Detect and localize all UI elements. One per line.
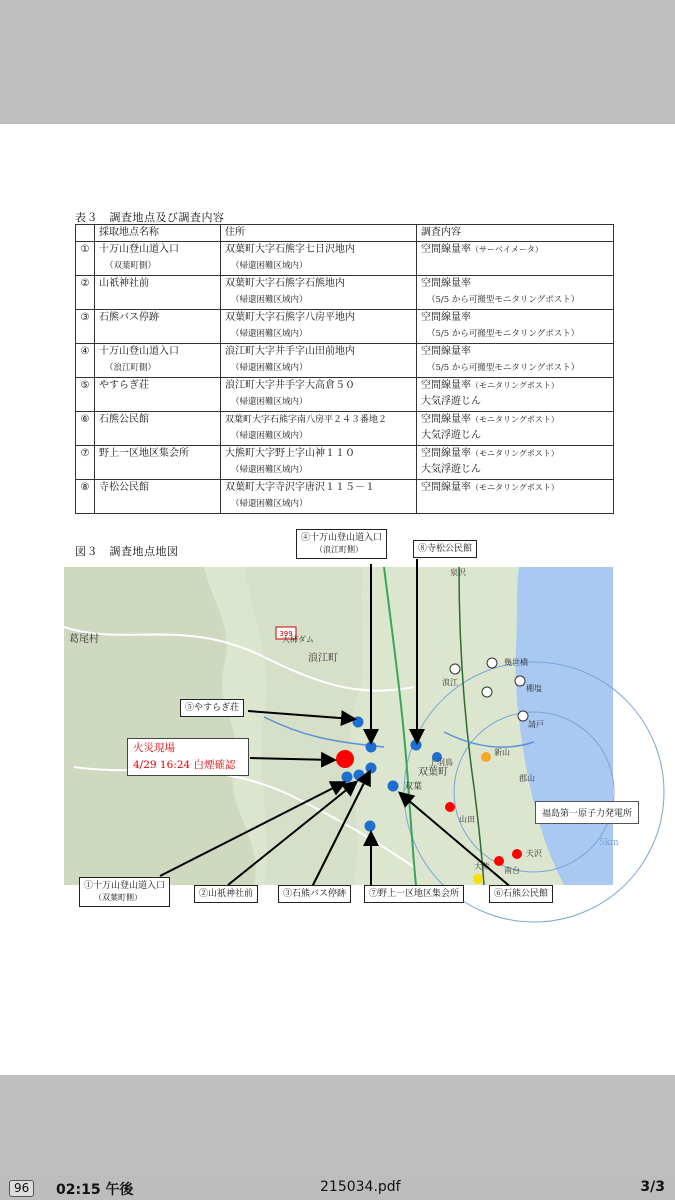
- row-content-sub: 大気浮遊じん: [421, 464, 481, 475]
- map-label-koriyama: 郡山: [519, 774, 535, 783]
- callout-point-5: ⑤やすらぎ荘: [180, 699, 244, 717]
- row-content-text: 空間線量率: [421, 244, 471, 255]
- arrow-point-3: [312, 773, 369, 887]
- map-label-kiyose: 幾世橋: [504, 658, 528, 667]
- map-label-tomizawa: 泉沢: [450, 568, 466, 577]
- row-address-sub: （帰還困難区域内）: [231, 499, 308, 509]
- row-content-text: 空間線量率: [421, 380, 471, 391]
- route-sign-text: 399: [279, 630, 293, 638]
- row-address-sub: （帰還困難区域内）: [231, 465, 308, 475]
- callout-point-6: ⑥石熊公民館: [489, 885, 553, 903]
- row-address-sub: （帰還困難区域内）: [231, 431, 308, 441]
- status-page-indicator: 3/3: [640, 1179, 665, 1195]
- row-address-text: 双葉町大字石熊字七日沢地内: [225, 244, 355, 255]
- row-name: 野上一区地区集会所: [95, 446, 221, 480]
- row-address-sub: （帰還困難区域内）: [231, 261, 308, 271]
- row-content-text: 空間線量率: [421, 278, 471, 289]
- status-filename: 215034.pdf: [320, 1179, 401, 1195]
- row-address-text: 浪江町大字井手字山田前地内: [225, 346, 355, 357]
- arrow-point-6: [401, 794, 513, 889]
- row-content-sub: （5/5 から可搬型モニタリングポスト）: [427, 295, 580, 305]
- status-time: 02:15 午後: [56, 1182, 134, 1198]
- map-label-futaba-station: 双葉: [404, 782, 423, 792]
- row-num: ④: [76, 344, 95, 378]
- row-content-sub: （5/5 から可搬型モニタリングポスト）: [427, 329, 580, 339]
- row-name-text: 十万山登山道入口: [99, 346, 179, 357]
- fire-label-line1: 火災現場: [133, 742, 175, 754]
- callout-point-3: ③石熊バス停跡: [278, 885, 351, 903]
- row-content-note: （サーベイメータ）: [471, 245, 543, 254]
- row-content-text: 空間線量率: [421, 346, 471, 357]
- callout-point-1: [79, 877, 170, 907]
- row-address-text: 双葉町大字石熊字南八房平２４３番地２: [225, 415, 388, 425]
- row-address-sub: （帰還困難区域内）: [231, 363, 308, 373]
- row-num: ③: [76, 310, 95, 344]
- map-label-minamidai: 南台: [504, 866, 520, 875]
- row-content-note: （モニタリングポスト）: [471, 381, 559, 390]
- row-name-sub: （浪江町側）: [105, 363, 157, 373]
- map-label-niiyama: 新山: [494, 748, 510, 757]
- callout-point-4: [296, 529, 387, 559]
- row-address-text: 大熊町大字野上字山神１１０: [225, 448, 355, 459]
- row-name: 寺松公民館: [95, 480, 221, 514]
- row-address-text: 双葉町大字石熊字八房平地内: [225, 312, 355, 323]
- row-num: ⑥: [76, 412, 95, 446]
- row-address-text: 双葉町大字石熊字石熊地内: [225, 278, 345, 289]
- figure-title: 図３ 調査地点地図: [75, 545, 179, 558]
- row-name: やすらぎ荘: [95, 378, 221, 412]
- header-name: 採取地点名称: [95, 225, 221, 242]
- header-address: 住所: [221, 225, 417, 242]
- callout-point-1-line1: ①十万山登山道入口: [84, 881, 166, 891]
- row-num: ①: [76, 242, 95, 276]
- row-address-sub: （帰還困難区域内）: [231, 329, 308, 339]
- row-content-text: 空間線量率: [421, 312, 471, 323]
- row-name: 石熊公民館: [95, 412, 221, 446]
- map-label-ogaki-dam: 大柿ダム: [282, 635, 314, 644]
- map-label-namie-station: 浪江: [442, 678, 458, 687]
- arrow-point-5: [248, 711, 353, 719]
- callout-point-4-line2: （浪江町側）: [315, 545, 363, 554]
- row-address-sub: （帰還困難区域内）: [231, 295, 308, 305]
- map-label-ottozawa: 夫沢: [526, 849, 542, 858]
- row-content-sub: 大気浮遊じん: [421, 430, 481, 441]
- nuclear-plant-label: 福島第一原子力発電所: [535, 801, 639, 824]
- row-num: ②: [76, 276, 95, 310]
- row-content-text: 空間線量率: [421, 414, 471, 425]
- map-label-kiyohashi: 請戸: [528, 720, 544, 729]
- row-address-text: 浪江町大字井手字大高倉５０: [225, 380, 355, 391]
- fire-label-line2: 4/29 16:24 白煙確認: [133, 759, 236, 771]
- fire-site-label: [127, 738, 249, 776]
- map-label-yamada: 山田: [459, 815, 475, 824]
- row-content-sub: （5/5 から可搬型モニタリングポスト）: [427, 363, 580, 373]
- row-content-note: （モニタリングポスト）: [471, 483, 559, 492]
- row-content-sub: 大気浮遊じん: [421, 396, 481, 407]
- page-count-badge: 96: [9, 1180, 34, 1197]
- arrow-fire: [250, 758, 333, 760]
- map-label-katsurao: 葛尾村: [69, 634, 99, 645]
- header-content: 調査内容: [417, 225, 614, 242]
- row-name: 石熊バス停跡: [95, 310, 221, 344]
- row-content-text: 空間線量率: [421, 448, 471, 459]
- map-label-futaba: 双葉町: [418, 767, 448, 778]
- map-label-kamihatori: 上羽鳥: [429, 758, 453, 767]
- row-num: ⑦: [76, 446, 95, 480]
- callout-point-4-line1: ④十万山登山道入口: [301, 533, 383, 543]
- arrow-point-1: [160, 783, 343, 876]
- row-content-text: 空間線量率: [421, 482, 471, 493]
- row-name: 山祇神社前: [95, 276, 221, 310]
- row-address-text: 双葉町大字寺沢字唐沢１１５－１: [225, 482, 375, 493]
- map-label-5km: 5km: [599, 838, 619, 848]
- callout-point-7: ⑦野上一区地区集会所: [364, 885, 464, 903]
- map-label-namie: 浪江町: [308, 653, 338, 664]
- row-num: ⑧: [76, 480, 95, 514]
- callout-point-2: ②山祇神社前: [194, 885, 258, 903]
- callout-point-1-line2: （双葉町側）: [94, 893, 142, 902]
- map-label-tanashio: 棚塩: [526, 684, 542, 693]
- table-title: 表３ 調査地点及び調査内容: [75, 211, 225, 224]
- status-bar: [0, 1175, 675, 1200]
- row-name-sub: （双葉町側）: [105, 261, 157, 271]
- row-content-note: （モニタリングポスト）: [471, 449, 559, 458]
- callout-point-8: ⑧寺松公民館: [413, 540, 477, 558]
- row-content-note: （モニタリングポスト）: [471, 415, 559, 424]
- row-num: ⑤: [76, 378, 95, 412]
- map-label-ookuma: 大熊: [474, 862, 490, 871]
- arrow-point-2: [228, 783, 355, 885]
- row-name-text: 十万山登山道入口: [99, 244, 179, 255]
- row-address-sub: （帰還困難区域内）: [231, 397, 308, 407]
